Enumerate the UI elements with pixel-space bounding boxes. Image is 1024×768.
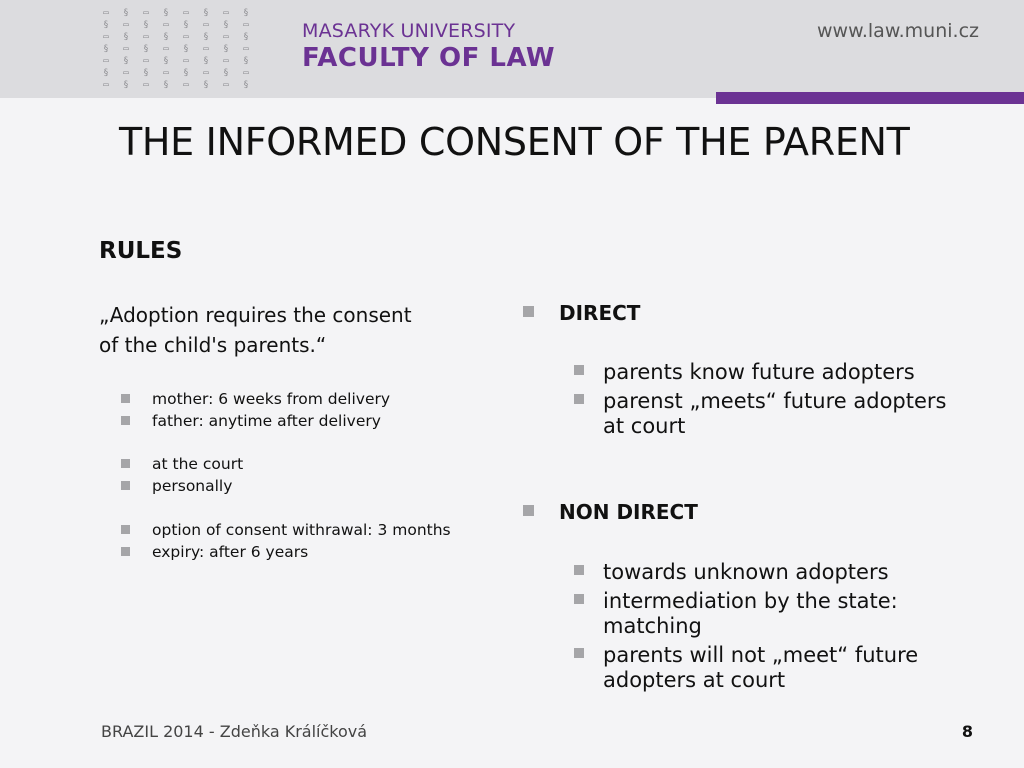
pattern-glyph: ▭ [183,8,189,18]
list-item [121,453,243,475]
pattern-glyph: ▭ [163,68,169,78]
square-bullet-icon [574,594,584,604]
pattern-glyph: § [103,68,109,78]
direct-list [574,360,964,443]
pattern-glyph: § [203,56,209,66]
list-item [574,560,964,585]
square-bullet-icon [574,394,584,404]
rules-list-court [121,453,243,497]
list-item-text: at the court [152,455,244,473]
pattern-glyph: § [243,32,249,42]
pattern-glyph: § [243,56,249,66]
pattern-glyph: ▭ [103,80,109,90]
pattern-glyph: ▭ [223,56,229,66]
list-item-text: personally [152,477,233,495]
pattern-glyph: § [163,8,169,18]
list-item [574,360,964,385]
pattern-glyph: ▭ [103,8,109,18]
square-bullet-icon [523,505,534,516]
list-item [574,643,964,693]
square-bullet-icon [121,416,130,425]
non-direct-heading: NON DIRECT [559,500,698,524]
pattern-glyph: ▭ [243,44,249,54]
quote-line-1: „Adoption requires the consent [99,303,412,327]
square-bullet-icon [121,547,130,556]
pattern-glyph: § [243,80,249,90]
pattern-glyph: ▭ [223,32,229,42]
square-bullet-icon [121,525,130,534]
square-bullet-icon [574,365,584,375]
pattern-glyph: ▭ [223,80,229,90]
pattern-glyph: § [123,56,129,66]
pattern-glyph: § [103,20,109,30]
pattern-glyph: ▭ [143,8,149,18]
list-item [121,541,451,563]
pattern-glyph: ▭ [203,44,209,54]
pattern-glyph: § [203,80,209,90]
website-url[interactable]: www.law.muni.cz [816,20,979,42]
pattern-glyph: § [123,80,129,90]
square-bullet-icon [121,394,130,403]
rules-list-withdrawal [121,519,451,563]
pattern-glyph: § [183,20,189,30]
pattern-glyph: § [143,68,149,78]
pattern-glyph: § [163,56,169,66]
university-name: MASARYK UNIVERSITY [302,20,516,42]
pattern-glyph: § [163,80,169,90]
pattern-glyph: ▭ [123,44,129,54]
list-item-text: expiry: after 6 years [152,543,309,561]
square-bullet-icon [574,565,584,575]
direct-heading: DIRECT [559,301,641,325]
list-item-text: intermediation by the state: matching [603,589,898,638]
accent-bar [716,92,1024,104]
pattern-glyph: ▭ [243,68,249,78]
list-item-text: parenst „meets“ future adopters at court [603,389,947,438]
faculty-name: FACULTY OF LAW [302,43,556,73]
rules-heading: RULES [99,238,183,264]
pattern-glyph: § [183,44,189,54]
pattern-glyph: ▭ [103,56,109,66]
pattern-glyph: § [203,32,209,42]
list-item [574,589,964,639]
list-item [121,519,451,541]
pattern-glyph: ▭ [183,80,189,90]
footer-author: BRAZIL 2014 - Zdeňka Králíčková [101,722,368,741]
list-item-text: mother: 6 weeks from delivery [152,390,391,408]
pattern-glyph: § [223,20,229,30]
pattern-glyph: § [223,44,229,54]
pattern-glyph: § [203,8,209,18]
pattern-glyph: ▭ [143,80,149,90]
square-bullet-icon [121,481,130,490]
list-item-text: option of consent withrawal: 3 months [152,521,451,539]
quote-line-2: of the child's parents.“ [99,333,327,357]
pattern-glyph: ▭ [203,20,209,30]
pattern-glyph: ▭ [183,56,189,66]
list-item-text: parents know future adopters [603,360,915,384]
list-item-text: parents will not „meet“ future adopters at court [603,643,919,692]
pattern-glyph: ▭ [143,56,149,66]
pattern-glyph: ▭ [123,68,129,78]
pattern-glyph: § [143,44,149,54]
list-item-text: towards unknown adopters [603,560,889,584]
adoption-quote [99,300,479,360]
pattern-glyph: ▭ [183,32,189,42]
pattern-glyph: § [143,20,149,30]
square-bullet-icon [523,306,534,317]
pattern-glyph: ▭ [123,20,129,30]
pattern-glyph: § [123,8,129,18]
square-bullet-icon [121,459,130,468]
pattern-glyph: § [103,44,109,54]
pattern-glyph: ▭ [103,32,109,42]
list-item [121,410,390,432]
pattern-glyph: ▭ [203,68,209,78]
page-number: 8 [961,722,973,741]
list-item [121,475,243,497]
paragraph-pattern-logo [96,0,260,98]
pattern-glyph: ▭ [143,32,149,42]
rules-list-delivery [121,388,390,432]
non-direct-list [574,560,964,697]
pattern-glyph: ▭ [223,8,229,18]
square-bullet-icon [574,648,584,658]
pattern-glyph: § [223,68,229,78]
pattern-glyph: § [123,32,129,42]
pattern-glyph: § [163,32,169,42]
header-band [0,0,1024,98]
pattern-glyph: ▭ [243,20,249,30]
pattern-glyph: § [183,68,189,78]
pattern-glyph: § [243,8,249,18]
list-item-text: father: anytime after delivery [152,412,381,430]
pattern-glyph: ▭ [163,44,169,54]
pattern-glyph: ▭ [163,20,169,30]
slide-title: THE INFORMED CONSENT OF THE PARENT [119,120,910,164]
list-item [121,388,390,410]
list-item [574,389,964,439]
